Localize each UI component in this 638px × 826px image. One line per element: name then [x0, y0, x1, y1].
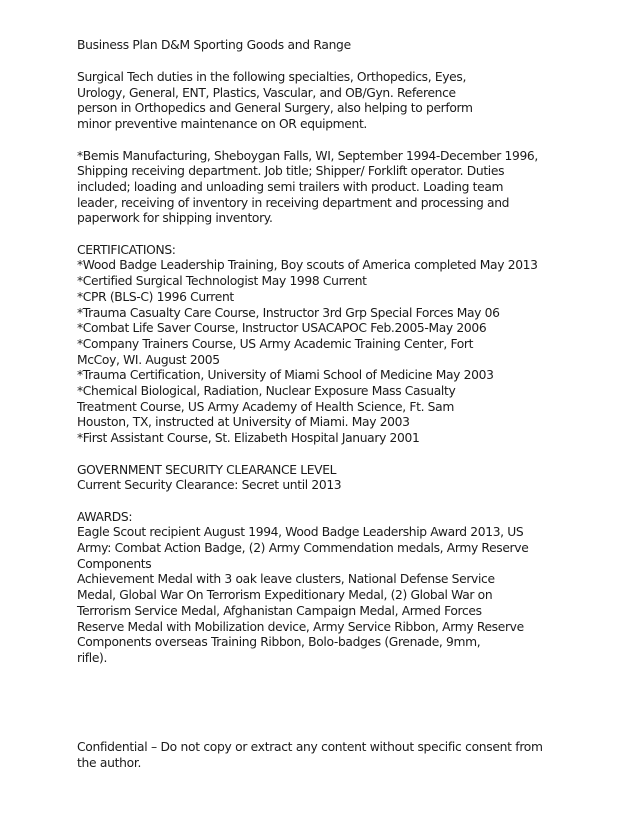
certifications-section	[77, 243, 617, 447]
text-line: *Trauma Casualty Care Course, Instructor 3rd Grp Special Forces May 06	[77, 305, 500, 320]
awards-section	[77, 510, 617, 667]
text-line: leader, receiving of inventory in receiving department and processing and	[77, 195, 510, 210]
text-line: Achievement Medal with 3 oak leave clusters, National Defense Service	[77, 572, 495, 587]
footer-line: Confidential – Do not copy or extract any content without specific consent from	[77, 740, 543, 754]
text-line: paperwork for shipping inventory.	[77, 211, 273, 226]
text-line: Treatment Course, US Army Academy of Health Science, Ft. Sam	[77, 399, 454, 414]
footer-line: the author.	[77, 755, 142, 770]
text-line: *Certified Surgical Technologist May 1998 Current	[77, 274, 367, 289]
text-line: Urology, General, ENT, Plastics, Vascular, and OB/Gyn. Reference	[77, 85, 456, 100]
document-body	[77, 70, 617, 682]
text-line: *Chemical Biological, Radiation, Nuclear Exposure Mass Casualty	[77, 383, 456, 398]
section-heading: AWARDS:	[77, 509, 133, 524]
section-heading: GOVERNMENT SECURITY CLEARANCE LEVEL	[77, 462, 337, 477]
text-line: McCoy, WI. August 2005	[77, 352, 220, 367]
text-line: Shipping receiving department. Job title; Shipper/ Forklift operator. Duties	[77, 164, 505, 179]
surgical-tech-paragraph	[77, 70, 617, 133]
document-header: Business Plan D&M Sporting Goods and Range	[77, 38, 351, 52]
text-line: Terrorism Service Medal, Afghanistan Campaign Medal, Armed Forces	[77, 603, 482, 618]
text-line: Reserve Medal with Mobilization device, Army Service Ribbon, Army Reserve	[77, 619, 524, 634]
text-line: Components	[77, 556, 152, 571]
text-line: Current Security Clearance: Secret until 2013	[77, 478, 342, 493]
text-line: *Company Trainers Course, US Army Academic Training Center, Fort	[77, 336, 474, 351]
text-line: Components overseas Training Ribbon, Bolo-badges (Grenade, 9mm,	[77, 635, 481, 650]
section-heading: CERTIFICATIONS:	[77, 242, 176, 257]
text-line: Medal, Global War On Terrorism Expeditionary Medal, (2) Global War on	[77, 588, 493, 603]
text-line: *Wood Badge Leadership Training, Boy scouts of America completed May 2013	[77, 258, 538, 273]
text-line: *CPR (BLS-C) 1996 Current	[77, 289, 234, 304]
security-clearance-section	[77, 463, 617, 494]
confidentiality-footer	[77, 740, 622, 771]
text-line: Houston, TX, instructed at University of Miami. May 2003	[77, 415, 410, 430]
text-line: *First Assistant Course, St. Elizabeth Hospital January 2001	[77, 431, 420, 446]
text-line: *Combat Life Saver Course, Instructor USACAPOC Feb.2005-May 2006	[77, 321, 487, 336]
text-line: Eagle Scout recipient August 1994, Wood Badge Leadership Award 2013, US	[77, 525, 524, 540]
text-line: *Bemis Manufacturing, Sheboygan Falls, WI, September 1994-December 1996,	[77, 148, 538, 163]
text-line: minor preventive maintenance on OR equipment.	[77, 117, 367, 132]
text-line: rifle).	[77, 650, 108, 665]
text-line: person in Orthopedics and General Surgery, also helping to perform	[77, 101, 473, 116]
text-line: included; loading and unloading semi trailers with product. Loading team	[77, 179, 504, 194]
text-line: Army: Combat Action Badge, (2) Army Commendation medals, Army Reserve	[77, 541, 529, 556]
text-line: Surgical Tech duties in the following specialties, Orthopedics, Eyes,	[77, 70, 467, 84]
bemis-employment-paragraph	[77, 149, 617, 227]
text-line: *Trauma Certification, University of Miami School of Medicine May 2003	[77, 368, 494, 383]
